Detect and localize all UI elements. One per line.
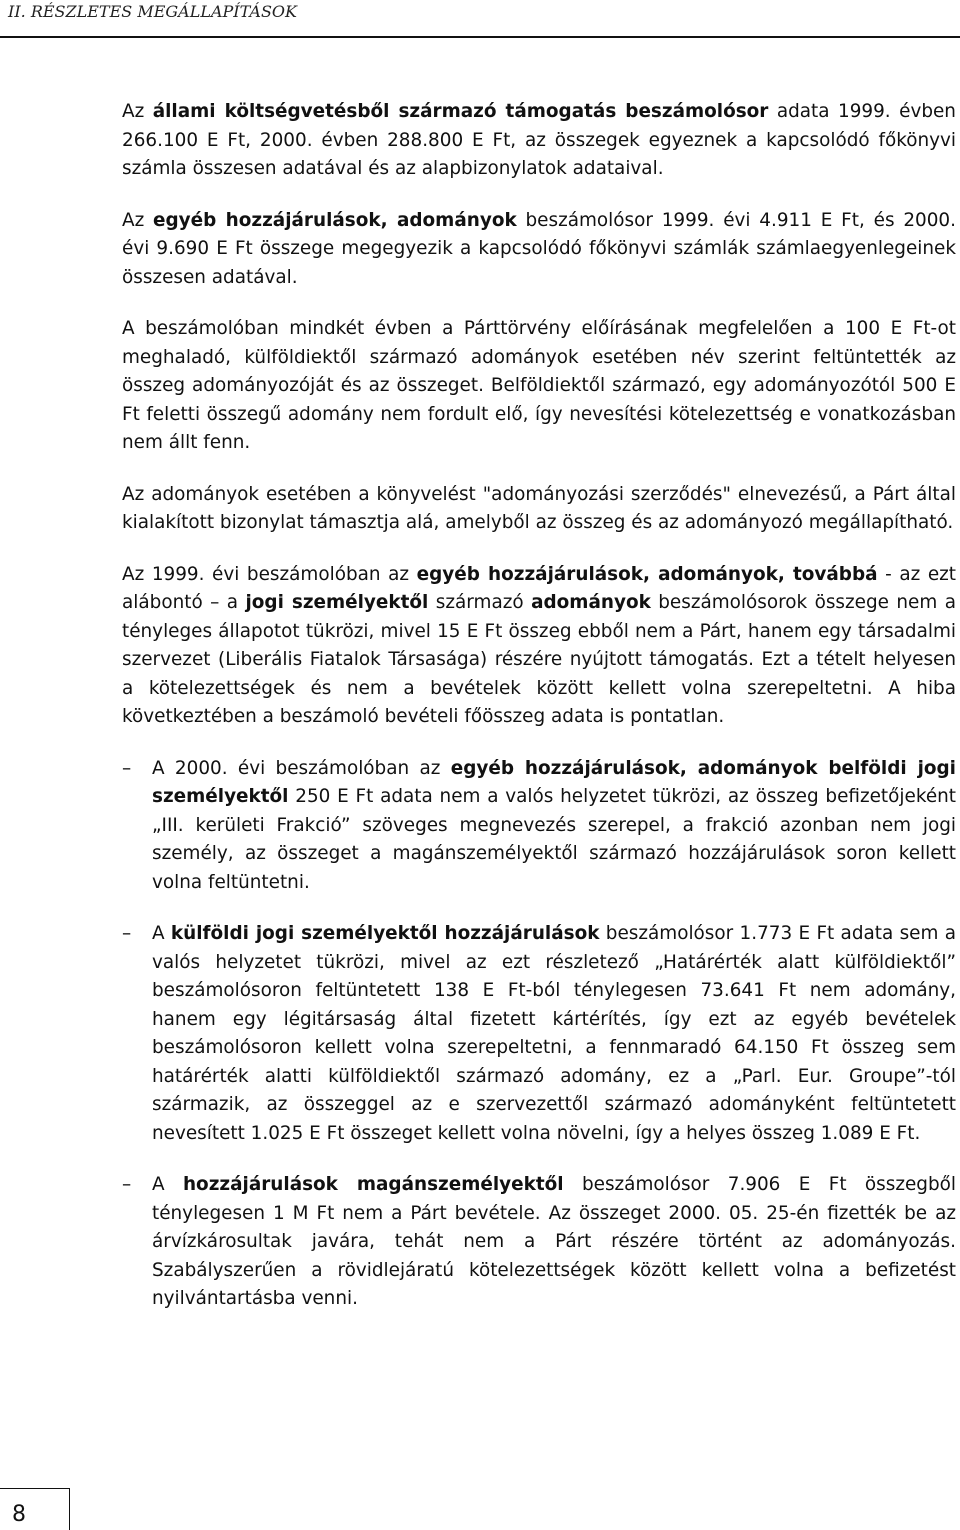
b3-bold-term: hozzájárulások magánszemélyektől	[182, 1174, 564, 1195]
p1-text-c: adata 1999. évben 266.100 E Ft, 2000. évben 288.800 E Ft, az összegek egyeznek a kapcsolódó főkönyvi számla összesen adatával és az alapbizonylatok adataival.	[122, 101, 956, 179]
p1-text-a: Az	[122, 101, 153, 122]
p5-text-g: beszámolósorok összege nem a tényleges állapotot tükrözi, mivel 15 E Ft összeg ebből nem a Párt, hanem egy társadalmi szervezet (Liberális Fiatalok Társasága) részére nyújtott támogatás. Ezt a tételt helyesen a kötelezettségek és nem a bevételek között kellett volna szerepeltetni. A hiba következtében a beszámoló bevételi főösszeg adata is pontatlan.	[122, 592, 956, 727]
dash-marker: –	[122, 1174, 132, 1195]
p5-text-c: - az ezt alábontó – a	[122, 563, 957, 613]
paragraph-1999-report-finding	[122, 561, 956, 732]
b3-text-a: A	[152, 1174, 183, 1195]
p1-bold-term: állami költségvetésből származó támogatás beszámolósor	[152, 101, 769, 122]
header-rule	[0, 36, 960, 38]
running-header: II. RÉSZLETES MEGÁLLAPÍTÁSOK	[8, 2, 297, 21]
b1-text-c: 250 E Ft adata nem a valós helyzetet tükrözi, az összeg befizetőjeként „III. kerületi Frakció” szöveges megnevezés szerepel, a frakció azonban nem jogi személy, az összeget a magánszemélyektől származó hozzájárulások soron kellett volna feltüntetni.	[152, 786, 956, 893]
b2-bold-term: külföldi jogi személyektől hozzájárulások	[170, 923, 600, 944]
b2-text-a: A	[152, 923, 171, 944]
b3-text-c: beszámolósor 7.906 E Ft összegből ténylegesen 1 M Ft nem a Párt bevétele. Az összeget 2000. 05. 25-én fizették be az árvízkárosultak javára, tehát nem a Párt részére történt az adományozás. Szabályszerűen a rövidlejáratú kötelezettségek között kellett volna a befizetést nyilvántartásba venni.	[152, 1174, 957, 1309]
p2-text-c: beszámolósor 1999. évi 4.911 E Ft, és 2000. évi 9.690 E Ft összege megegyezik a kapcsolódó főkönyvi számlák számlaegyenlegeinek összesen adatával.	[122, 209, 956, 288]
p5-text-e: származó	[428, 592, 532, 613]
bullet-private-persons	[122, 1171, 956, 1314]
bullet-domestic-legal-persons	[122, 755, 956, 898]
b1-text-a: A 2000. évi beszámolóban az	[152, 757, 451, 779]
dash-marker: –	[122, 757, 132, 779]
b2-text-c: beszámolósor 1.773 E Ft adata sem a valós helyzetet tükrözi, mivel az ezt részletező „Határérték alatt külföldiektől” beszámolósoron feltüntetett 138 E Ft-ból ténylegesen 73.641 Ft nem adomány, hanem egy légitársaság által fizetett kártérítés, így ezt az egyéb bevételek beszámolósoron kellett volna szerepeltetni, a fennmaradó 64.150 Ft összeg sem határérték alatti külföldiektől származó adomány, ez a „Parl. Eur. Groupe”-tól származik, az összeggel az e szervezettől származó adományként feltüntetett nevesített 1.025 E Ft összeget kellett volna növelni, így a helyes összeg 1.089 E Ft.	[152, 923, 956, 1144]
p2-bold-term: egyéb hozzájárulások, adományok	[153, 209, 517, 231]
p2-text-a: Az	[122, 209, 154, 231]
p5-bold-f: adományok	[531, 592, 651, 613]
paragraph-donation-contract: Az adományok esetében a könyvelést "adományozási szerződés" elnevezésű, a Párt által kialakított bizonylat támasztja alá, amelyből az összeg és az adományozó megállapítható.	[122, 483, 956, 533]
p5-text-a: Az 1999. évi beszámolóban az	[122, 563, 417, 585]
p5-bold-b: egyéb hozzájárulások, adományok, továbbá	[416, 563, 878, 585]
bullet-foreign-legal-persons	[122, 920, 956, 1148]
document-body	[122, 98, 956, 1314]
dash-marker: –	[122, 923, 132, 944]
paragraph-donor-disclosure: A beszámolóban mindkét évben a Párttörvény előírásának megfelelően a 100 E Ft-ot meghaladó, külföldiektől származó adományok esetében név szerint feltüntették az összeg adományozóját és az összeget. Belföldiektől származó, egy adományozótól 500 E Ft feletti összegű adomány nem fordult elő, így nevesítési kötelezettség e vonatkozásban nem állt fenn.	[122, 318, 956, 453]
b1-bold-term: egyéb hozzájárulások, adományok belföldi jogi személyektől	[152, 757, 956, 807]
paragraph-state-budget-support	[122, 98, 956, 184]
footer-rule	[0, 1488, 70, 1489]
footer-vertical-rule	[69, 1488, 70, 1530]
page-number: 8	[12, 1502, 26, 1527]
paragraph-other-contributions	[122, 207, 956, 293]
p5-bold-d: jogi személyektől	[245, 592, 429, 613]
